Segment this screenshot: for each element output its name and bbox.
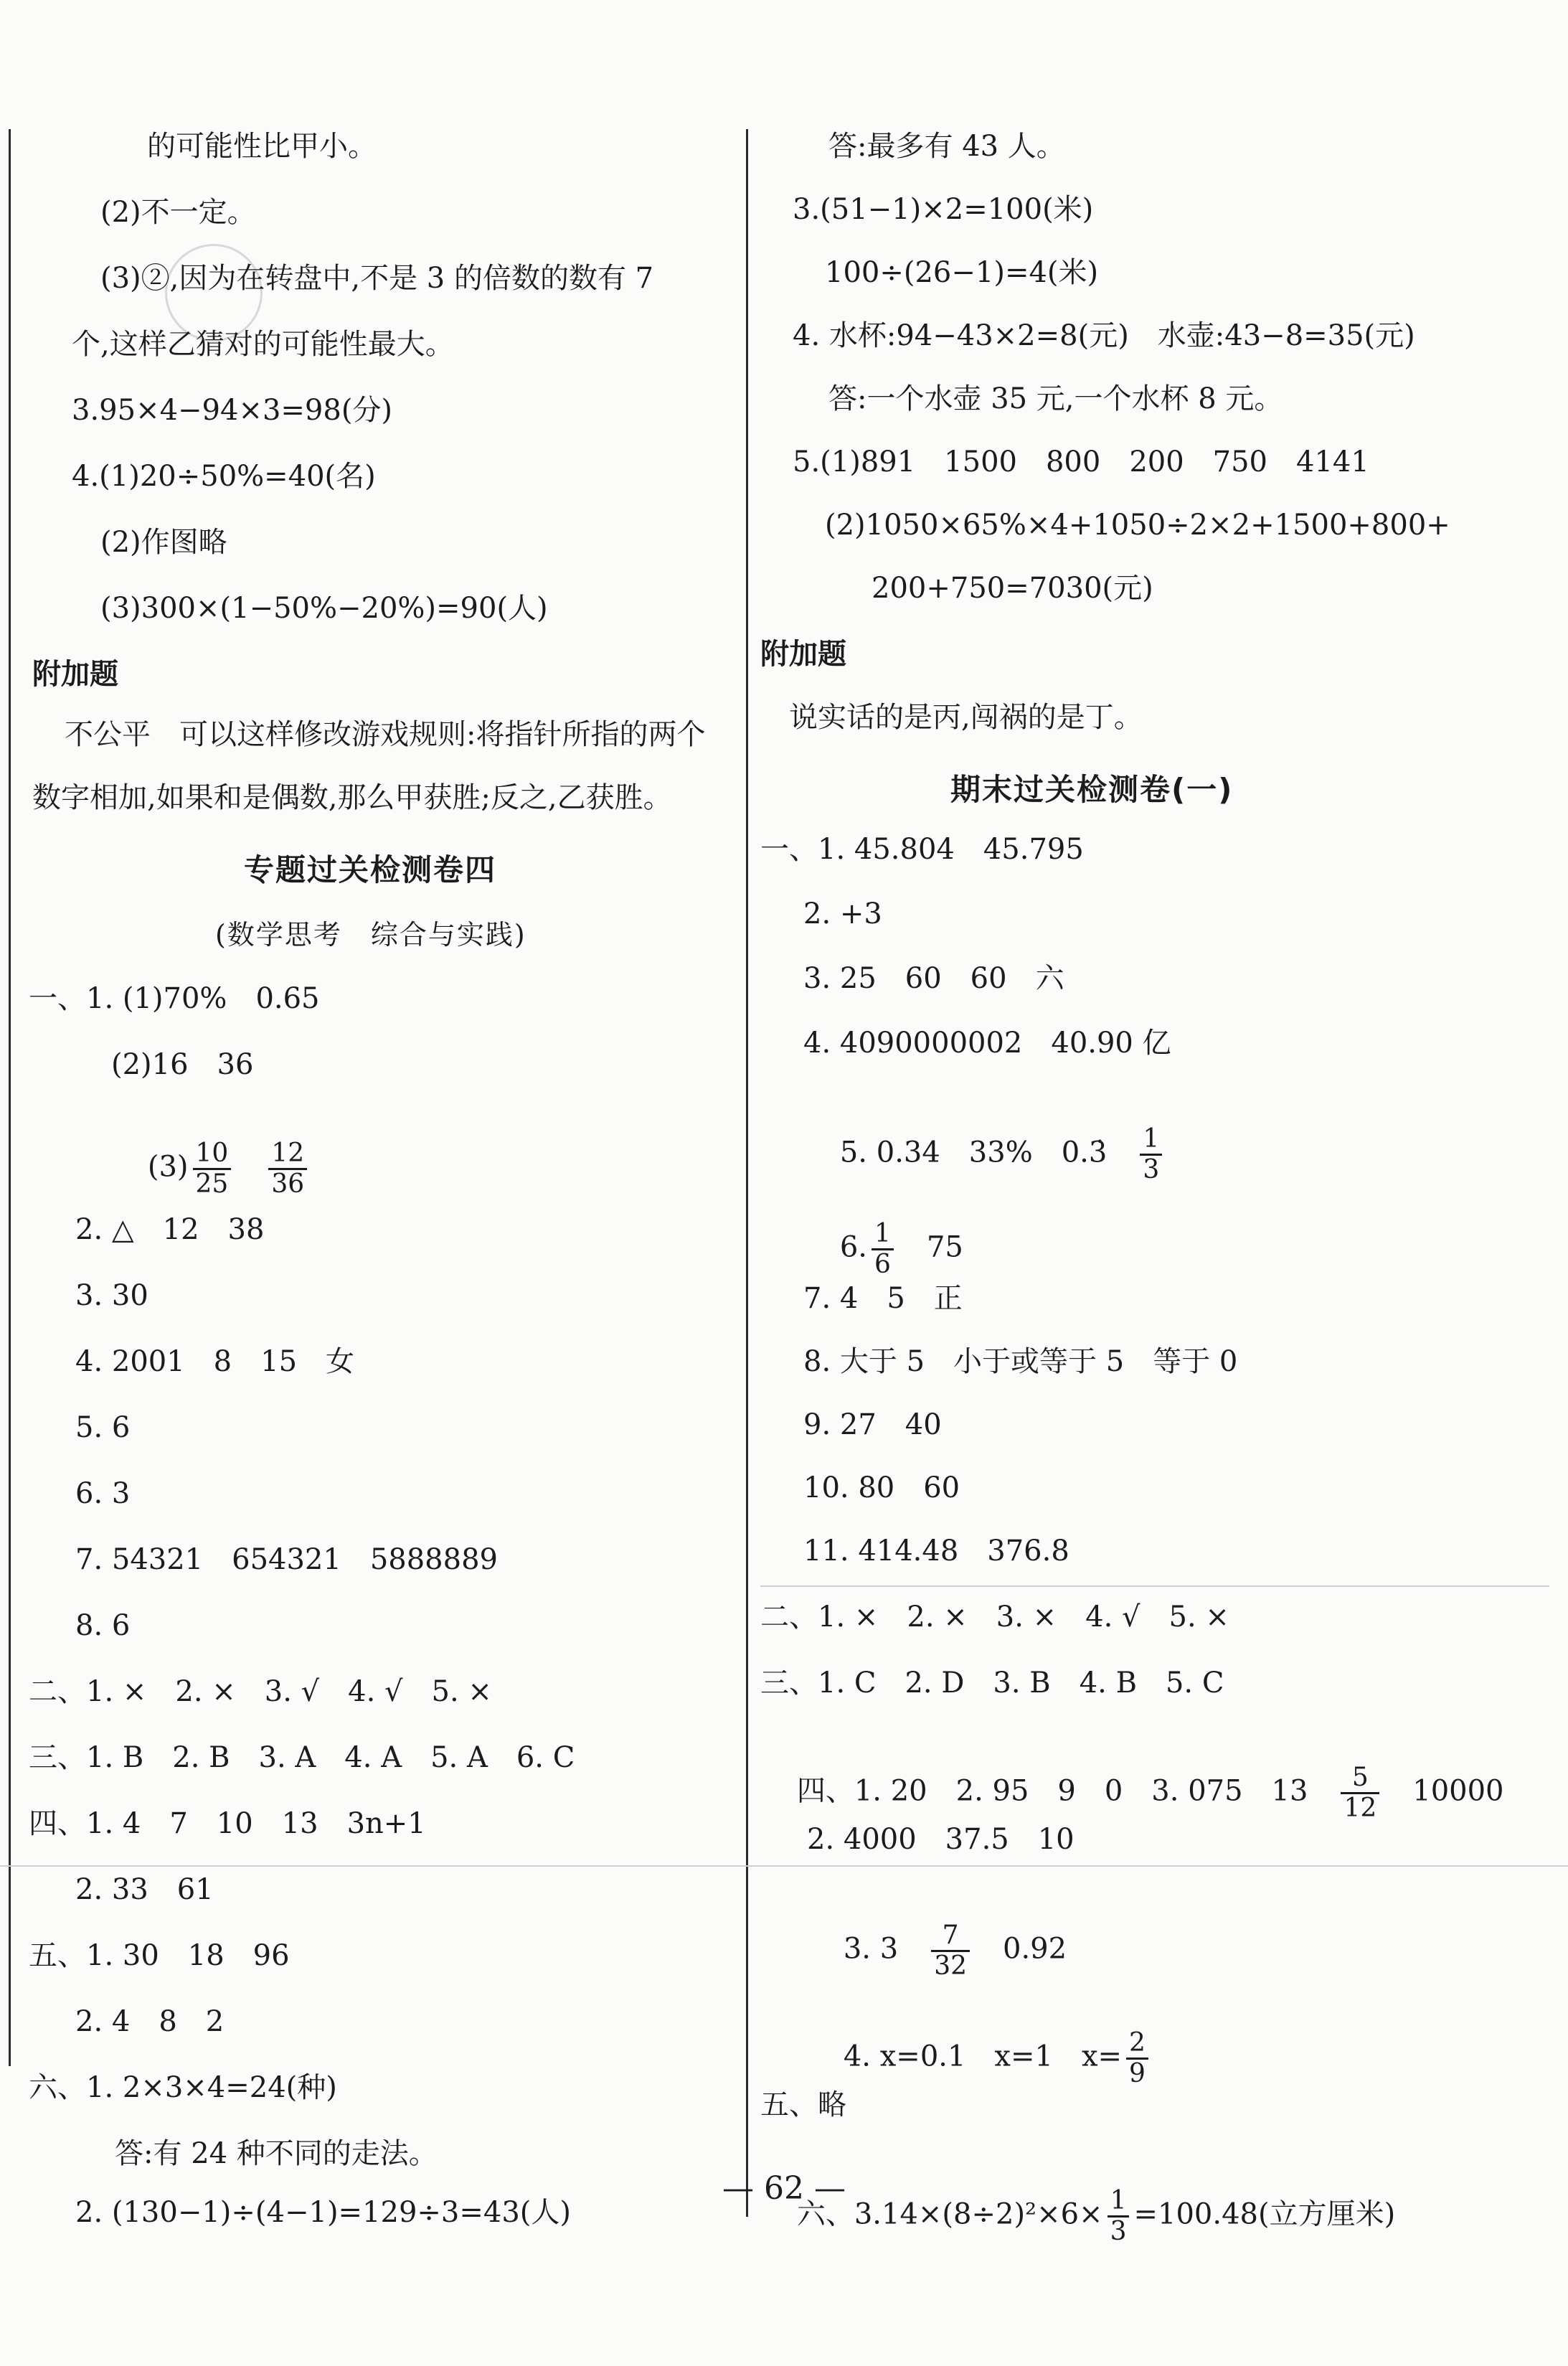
answer-line: 4. x=0.1 x=1 x= $\frac{2}{9}$ — [807, 1994, 1153, 2123]
answer-line: 4. 2001 8 15 女 — [75, 1345, 355, 1378]
answer-line: 三、1. C 2. D 3. B 4. B 5. C — [760, 1667, 1224, 1700]
faint-rule — [0, 1865, 1568, 1867]
answer-line: 10. 80 60 — [803, 1471, 960, 1504]
left-text-line: 数字相加,如果和是偶数,那么甲获胜;反之,乙获胜。 — [32, 781, 672, 814]
right-text-line: (2)1050×65%×4+1050÷2×2+1500+800+ — [825, 509, 1450, 542]
answer-line: 4. 4090000002 40.90 亿 — [803, 1027, 1171, 1060]
extra-question-heading: 附加题 — [32, 658, 118, 691]
fraction: $\frac{12}{36}$ — [268, 1139, 307, 1199]
answer-line: 答:有 24 种不同的走法。 — [115, 2137, 438, 2170]
faint-rule — [760, 1585, 1549, 1587]
answer-line: 3. 3 $\frac{7}{32}$ 0.92 — [843, 1920, 1067, 1981]
right-text-line: 5.(1)891 1500 800 200 750 4141 — [793, 446, 1369, 479]
answer-line: 2. 33 61 — [75, 1873, 214, 1906]
answer-line: 五、略 — [760, 2088, 846, 2121]
left-text-line: 3.95×4−94×3=98(分) — [72, 394, 393, 427]
answer-line: 9. 27 40 — [803, 1408, 942, 1441]
extra-question-heading: 附加题 — [760, 638, 846, 671]
right-text-line: 200+750=7030(元) — [872, 572, 1153, 605]
left-text-line: (3)②,因为在转盘中,不是 3 的倍数的数有 7 — [100, 262, 654, 295]
answer-line: 6. 3 — [75, 1477, 131, 1510]
answer-line: (2)16 36 — [111, 1048, 254, 1081]
answer-line: 11. 414.48 376.8 — [803, 1535, 1069, 1568]
fraction: $\frac{1}{3}$ — [1140, 1125, 1162, 1184]
section-subtitle: (数学思考 综合与实践) — [215, 919, 526, 951]
answer-line: 二、1. × 2. × 3. √ 4. √ 5. × — [29, 1675, 492, 1708]
answer-line: 2. 4 8 2 — [75, 2005, 225, 2038]
answer-line: 5. 6 — [75, 1411, 131, 1444]
answer-line: 五、1. 30 18 96 — [29, 1939, 290, 1972]
left-text-line: 个,这样乙猜对的可能性最大。 — [72, 328, 454, 361]
answer-line: 六、3.14×(8÷2)²×6× $\frac{1}{3}$ =100.48(立方厘米) — [796, 2186, 1396, 2246]
answer-line: 2. △ 12 38 — [75, 1213, 265, 1246]
right-text-line: 答:一个水壶 35 元,一个水杯 8 元。 — [828, 382, 1283, 415]
answer-line: 6. $\frac{1}{6}$ 75 — [839, 1219, 963, 1279]
answer-line: 8. 6 — [75, 1609, 131, 1642]
answer-line: 3. 25 60 60 六 — [803, 962, 1064, 995]
answer-line: 2. +3 — [803, 897, 882, 930]
fraction: $\frac{5}{12}$ — [1341, 1763, 1379, 1823]
answer-line: 一、1. (1)70% 0.65 — [29, 982, 320, 1015]
right-text-line: 4. 水杯:94−43×2=8(元) 水壶:43−8=35(元) — [793, 319, 1415, 352]
fraction: $\frac{1}{3}$ — [1107, 2187, 1130, 2246]
answer-line: 二、1. × 2. × 3. × 4. √ 5. × — [760, 1601, 1229, 1634]
answer-line: 7. 4 5 正 — [803, 1282, 963, 1315]
left-text-line: (2)不一定。 — [100, 196, 256, 229]
section-title: 专题过关检测卷四 — [244, 852, 497, 887]
answer-line: 六、1. 2×3×4=24(种) — [29, 2071, 337, 2104]
right-text-line: 答:最多有 43 人。 — [828, 130, 1065, 163]
answer-line: 5. 0.34 33% 0.3̇ $\frac{1}{3}$ — [803, 1090, 1166, 1219]
column-divider — [746, 129, 748, 2217]
fraction: $\frac{2}{9}$ — [1126, 2029, 1148, 2088]
fraction: $\frac{1}{6}$ — [872, 1220, 894, 1279]
left-margin-rule — [9, 129, 11, 2066]
fraction: $\frac{7}{32}$ — [931, 1921, 970, 1981]
left-text-line: (2)作图略 — [100, 526, 227, 559]
answer-line: 2. (130−1)÷(4−1)=129÷3=43(人) — [75, 2196, 571, 2229]
answer-line: 四、1. 20 2. 95 9 0 3. 075 13 $\frac{5}{12}$ 10000 — [796, 1763, 1504, 1823]
right-text-line: 3.(51−1)×2=100(米) — [793, 193, 1094, 226]
answer-line: (3) $\frac{10}{25}$ $\frac{12}{36}$ — [111, 1105, 311, 1233]
right-text-line: 说实话的是丙,闯祸的是丁。 — [789, 701, 1143, 734]
answer-line: 3. 30 — [75, 1279, 148, 1312]
answer-line: 三、1. B 2. B 3. A 4. A 5. A 6. C — [29, 1741, 575, 1774]
answer-line: 8. 大于 5 小于或等于 5 等于 0 — [803, 1345, 1238, 1378]
answer-line: 2. 4000 37.5 10 — [807, 1823, 1075, 1856]
left-text-line: 的可能性比甲小。 — [147, 130, 377, 163]
left-text-line: 不公平 可以这样修改游戏规则:将指针所指的两个 — [65, 718, 706, 751]
answer-line: 一、1. 45.804 45.795 — [760, 833, 1084, 866]
page-number: — 62 — — [722, 2170, 846, 2207]
right-text-line: 100÷(26−1)=4(米) — [825, 256, 1099, 289]
section-title: 期末过关检测卷(一) — [950, 772, 1234, 807]
left-text-line: (3)300×(1−50%−20%)=90(人) — [100, 592, 548, 625]
answer-line: 四、1. 4 7 10 13 3n+1 — [29, 1807, 426, 1840]
left-text-line: 4.(1)20÷50%=40(名) — [72, 460, 376, 493]
answer-line: 7. 54321 654321 5888889 — [75, 1543, 498, 1576]
fraction: $\frac{10}{25}$ — [193, 1139, 232, 1199]
